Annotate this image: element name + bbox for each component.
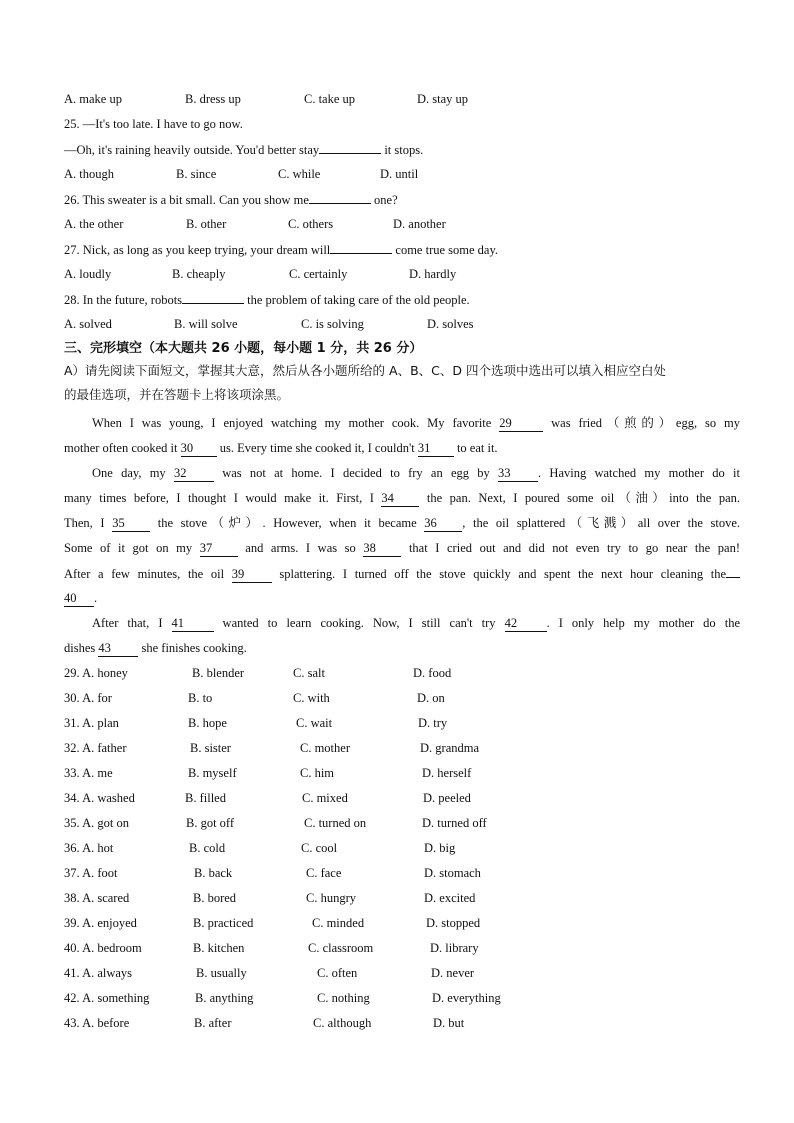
question-number: 31. xyxy=(64,716,80,730)
exam-page xyxy=(64,89,740,1038)
choice-row xyxy=(64,788,740,813)
blank-30: 30 xyxy=(181,440,217,457)
blank-36: 36 xyxy=(424,515,462,532)
passage-line: mother often cooked it 30 us. Every time she cooked it, I couldn't 31 to eat it. xyxy=(64,441,498,455)
option-text: A. washed xyxy=(82,791,135,805)
q25-option-c: C. while xyxy=(278,167,321,181)
q25-options xyxy=(64,164,740,189)
choice-option-a xyxy=(64,988,149,1008)
option-text: A. got on xyxy=(82,816,129,830)
passage-line: One day, my 32 was not at home. I decided to fry an egg by 33 . Having watched my mother do it xyxy=(92,466,740,480)
answer-blank xyxy=(182,289,244,304)
choice-option-d: D. never xyxy=(431,966,475,980)
choice-option-b: B. bored xyxy=(193,891,237,905)
question-number: 42. xyxy=(64,991,80,1005)
choice-option-d: D. excited xyxy=(424,891,476,905)
option-text: A. always xyxy=(82,966,133,980)
choice-option-a xyxy=(64,713,119,733)
q25-option-d: D. until xyxy=(380,167,419,181)
q27-options xyxy=(64,264,740,289)
blank-29: 29 xyxy=(499,415,543,432)
choice-option-c: C. often xyxy=(317,966,358,980)
blank-33: 33 xyxy=(498,465,538,482)
choice-option-d: D. big xyxy=(424,841,456,855)
choice-row xyxy=(64,663,740,688)
q24-option-b: B. dress up xyxy=(185,92,241,106)
passage-line: After that, I 41 wanted to learn cooking. Now, I still can't try 42 . I only help my mother do the xyxy=(92,616,740,630)
choice-row xyxy=(64,738,740,763)
cloze-passage xyxy=(64,413,740,663)
choice-row xyxy=(64,763,740,788)
choice-option-d: D. stomach xyxy=(424,866,481,880)
passage-line: When I was young, I enjoyed watching my mother cook. My favorite 29 was fried（煎的）egg, so my xyxy=(92,416,740,430)
question-number: 43. xyxy=(64,1016,80,1030)
q24-option-a: A. make up xyxy=(64,92,122,106)
choice-option-b: B. myself xyxy=(188,766,237,780)
choice-option-a xyxy=(64,963,132,983)
choice-option-d: D. stopped xyxy=(426,916,481,930)
choice-option-b: B. cold xyxy=(189,841,226,855)
choice-row xyxy=(64,713,740,738)
passage-line: Then, I 35 the stove（炉）. However, when it became 36 , the oil splattered（飞溅）all over the stove. xyxy=(64,516,740,530)
section-instruction-2: 的最佳选项，并在答题卡上将该项涂黑。 xyxy=(64,387,290,402)
blank-35: 35 xyxy=(112,515,150,532)
blank-38: 38 xyxy=(363,540,401,557)
choice-option-c: C. turned on xyxy=(304,816,367,830)
choice-option-a xyxy=(64,838,113,858)
option-text: A. plan xyxy=(82,716,119,730)
option-text: A. me xyxy=(82,766,113,780)
choice-option-c: C. cool xyxy=(301,841,338,855)
option-text: A. father xyxy=(82,741,127,755)
choice-row xyxy=(64,1013,740,1038)
choice-row xyxy=(64,813,740,838)
question-number: 40. xyxy=(64,941,80,955)
choice-option-c: C. salt xyxy=(293,666,325,680)
choice-option-a xyxy=(64,813,129,833)
answer-blank xyxy=(726,563,740,578)
cloze-choices xyxy=(64,663,740,1038)
q26-stem: 26. This sweater is a bit small. Can you show me one? xyxy=(64,189,740,214)
option-text: A. bedroom xyxy=(82,941,142,955)
choice-option-c: C. with xyxy=(293,691,330,705)
question-number: 41. xyxy=(64,966,80,980)
q27-option-c: C. certainly xyxy=(289,267,348,281)
answer-blank xyxy=(330,239,392,254)
q28-options xyxy=(64,314,740,339)
choice-option-a xyxy=(64,863,117,883)
choice-option-c: C. face xyxy=(306,866,342,880)
question-number: 34. xyxy=(64,791,80,805)
blank-43: 43 xyxy=(98,640,138,657)
choice-option-c: C. nothing xyxy=(317,991,370,1005)
blank-31: 31 xyxy=(418,440,454,457)
choice-option-b: B. practiced xyxy=(193,916,254,930)
question-number: 35. xyxy=(64,816,80,830)
passage-line: Some of it got on my 37 and arms. I was so 38 that I cried out and did not even try to go near the pan! xyxy=(64,541,740,555)
option-text: A. scared xyxy=(82,891,130,905)
choice-option-b: B. anything xyxy=(195,991,254,1005)
choice-option-c: C. minded xyxy=(312,916,365,930)
choice-option-c: C. wait xyxy=(296,716,333,730)
choice-option-c: C. although xyxy=(313,1016,372,1030)
choice-option-d: D. peeled xyxy=(423,791,471,805)
answer-blank xyxy=(309,189,371,204)
option-text: A. enjoyed xyxy=(82,916,137,930)
choice-option-d: D. library xyxy=(430,941,479,955)
passage-line: After a few minutes, the oil 39 splattering. I turned off the stove quickly and spent the next hour cleaning the xyxy=(64,563,740,588)
choice-option-a xyxy=(64,788,135,808)
choice-option-a xyxy=(64,938,142,958)
q24-option-d: D. stay up xyxy=(417,92,469,106)
option-text: A. something xyxy=(82,991,150,1005)
passage-line: many times before, I thought I would make it. First, I 34 the pan. Next, I poured some oil（油）into the pan. xyxy=(64,491,740,505)
question-number: 39. xyxy=(64,916,80,930)
blank-42: 42 xyxy=(505,615,547,632)
choice-option-b: B. sister xyxy=(190,741,231,755)
choice-option-a xyxy=(64,888,129,908)
choice-option-a xyxy=(64,688,112,708)
choice-option-a xyxy=(64,663,128,683)
choice-row xyxy=(64,913,740,938)
question-number: 33. xyxy=(64,766,80,780)
choice-option-b: B. got off xyxy=(186,816,235,830)
choice-option-b: B. filled xyxy=(185,791,226,805)
choice-option-d: D. try xyxy=(418,716,448,730)
passage-line: dishes 43 she finishes cooking. xyxy=(64,641,247,655)
q28-option-b: B. will solve xyxy=(174,317,238,331)
question-number: 29. xyxy=(64,666,80,680)
choice-option-a xyxy=(64,913,137,933)
q25-option-a: A. though xyxy=(64,167,114,181)
q27-option-a: A. loudly xyxy=(64,267,112,281)
choice-option-b: B. back xyxy=(194,866,233,880)
choice-option-d: D. on xyxy=(417,691,445,705)
choice-option-b: B. blender xyxy=(192,666,245,680)
question-number: 36. xyxy=(64,841,80,855)
blank-34: 34 xyxy=(381,490,419,507)
choice-option-d: D. but xyxy=(433,1016,465,1030)
question-number: 37. xyxy=(64,866,80,880)
question-number: 30. xyxy=(64,691,80,705)
choice-option-a xyxy=(64,763,113,783)
blank-37: 37 xyxy=(200,540,238,557)
choice-option-d: D. grandma xyxy=(420,741,480,755)
q25-option-b: B. since xyxy=(176,167,217,181)
q24-option-c: C. take up xyxy=(304,92,356,106)
q28-option-c: C. is solving xyxy=(301,317,364,331)
choice-option-b: B. usually xyxy=(196,966,247,980)
choice-option-a xyxy=(64,1013,129,1033)
question-number: 32. xyxy=(64,741,80,755)
option-text: A. foot xyxy=(82,866,118,880)
q27-option-b: B. cheaply xyxy=(172,267,226,281)
q25-stem-2: —Oh, it's raining heavily outside. You'd better stay it stops. xyxy=(64,139,740,164)
choice-option-c: C. classroom xyxy=(308,941,374,955)
q26-options xyxy=(64,214,740,239)
q26-option-d: D. another xyxy=(393,217,446,231)
choice-option-d: D. turned off xyxy=(422,816,487,830)
blank-40: 40 xyxy=(64,590,94,607)
q27-stem: 27. Nick, as long as you keep trying, your dream will come true some day. xyxy=(64,239,740,264)
q24-options xyxy=(64,89,740,114)
blank-32: 32 xyxy=(174,465,214,482)
choice-option-b: B. hope xyxy=(188,716,227,730)
choice-option-b: B. kitchen xyxy=(193,941,245,955)
blank-39: 39 xyxy=(232,566,272,583)
choice-option-b: B. to xyxy=(188,691,213,705)
choice-row xyxy=(64,988,740,1013)
choice-option-d: D. food xyxy=(413,666,452,680)
choice-option-d: D. herself xyxy=(422,766,472,780)
choice-row xyxy=(64,688,740,713)
choice-row xyxy=(64,838,740,863)
q26-option-b: B. other xyxy=(186,217,227,231)
choice-row xyxy=(64,938,740,963)
q28-option-a: A. solved xyxy=(64,317,112,331)
choice-row xyxy=(64,863,740,888)
question-number: 38. xyxy=(64,891,80,905)
choice-option-c: C. hungry xyxy=(306,891,356,905)
choice-option-c: C. mother xyxy=(300,741,350,755)
q28-option-d: D. solves xyxy=(427,317,474,331)
q25-stem-1: 25. —It's too late. I have to go now. xyxy=(64,117,243,131)
answer-blank xyxy=(319,139,381,154)
choice-option-c: C. mixed xyxy=(302,791,348,805)
section-instruction-1: A）请先阅读下面短文，掌握其大意，然后从各小题所给的 A、B、C、D 四个选项中选出可以填入相应空白处 xyxy=(64,363,666,378)
option-text: A. for xyxy=(82,691,112,705)
q26-option-a: A. the other xyxy=(64,217,124,231)
choice-option-d: D. everything xyxy=(432,991,501,1005)
q26-option-c: C. others xyxy=(288,217,334,231)
choice-option-b: B. after xyxy=(194,1016,232,1030)
choice-row xyxy=(64,963,740,988)
choice-option-c: C. him xyxy=(300,766,335,780)
choice-option-a xyxy=(64,738,126,758)
q28-stem: 28. In the future, robots the problem of taking care of the old people. xyxy=(64,289,740,314)
option-text: A. before xyxy=(82,1016,130,1030)
q27-option-d: D. hardly xyxy=(409,267,457,281)
blank-41: 41 xyxy=(172,615,214,632)
choice-row xyxy=(64,888,740,913)
passage-line: 40 . xyxy=(64,591,98,605)
option-text: A. hot xyxy=(82,841,114,855)
option-text: A. honey xyxy=(82,666,128,680)
section-heading: 三、完形填空（本大题共 26 小题，每小题 1 分，共 26 分） xyxy=(64,341,423,356)
